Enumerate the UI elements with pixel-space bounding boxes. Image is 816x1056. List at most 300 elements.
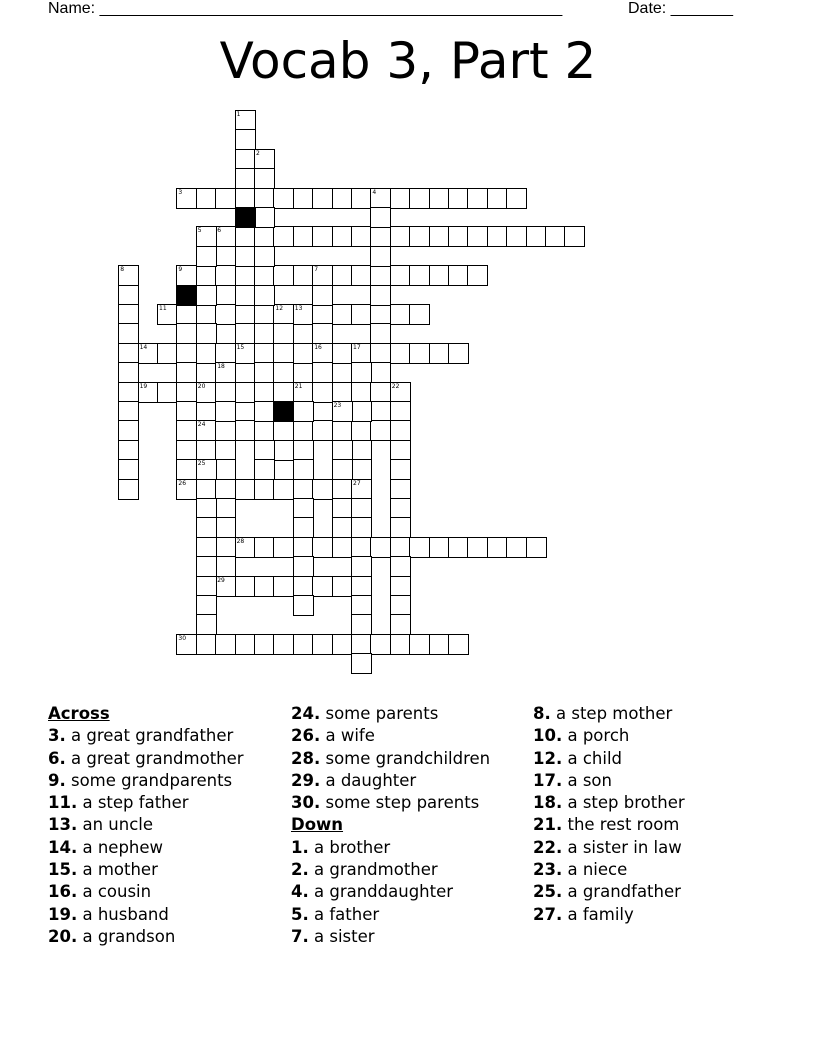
down-clue-list-2 xyxy=(533,703,685,926)
grid-cell[interactable] xyxy=(370,634,391,655)
grid-cell[interactable] xyxy=(176,304,197,325)
grid-cell[interactable] xyxy=(235,382,256,403)
clue-number: 13 xyxy=(294,305,303,312)
grid-cell[interactable] xyxy=(312,634,333,655)
grid-cell[interactable] xyxy=(390,188,411,209)
grid-cell[interactable] xyxy=(390,479,411,500)
grid-cell[interactable] xyxy=(196,246,217,267)
grid-cell[interactable] xyxy=(118,440,139,461)
grid-cell[interactable] xyxy=(370,420,391,441)
grid-cell[interactable] xyxy=(215,420,236,441)
grid-cell[interactable] xyxy=(293,634,314,655)
clue-item-text: a grandmother xyxy=(308,860,438,880)
grid-cell[interactable] xyxy=(370,226,391,247)
clue-item xyxy=(48,904,244,926)
grid-cell[interactable] xyxy=(273,226,294,247)
grid-cell[interactable] xyxy=(370,285,391,306)
grid-cell[interactable] xyxy=(409,634,430,655)
clue-number: 18 xyxy=(217,363,225,371)
grid-cell[interactable] xyxy=(390,576,411,597)
clue-number: 8 xyxy=(120,266,125,274)
grid-cell[interactable] xyxy=(235,479,256,500)
grid-cell[interactable] xyxy=(312,382,333,403)
grid-cell[interactable] xyxy=(312,479,333,500)
grid-cell[interactable] xyxy=(293,498,314,519)
grid-cell[interactable] xyxy=(196,634,217,655)
grid-cell[interactable] xyxy=(370,246,391,267)
grid-cell[interactable] xyxy=(157,382,178,403)
grid-cell[interactable] xyxy=(409,226,430,247)
grid-cell[interactable] xyxy=(196,343,217,364)
clue-item xyxy=(533,859,685,881)
clue-item-text: a porch xyxy=(562,726,630,746)
grid-cell[interactable] xyxy=(312,420,333,441)
clue-item-text: a sister in law xyxy=(562,837,682,857)
grid-cell[interactable] xyxy=(196,323,217,344)
grid-cell[interactable] xyxy=(351,517,372,538)
clue-item xyxy=(533,770,685,792)
clue-item xyxy=(291,725,490,747)
grid-cell[interactable] xyxy=(390,556,411,577)
clue-item-number: 1. xyxy=(291,837,309,857)
grid-cell[interactable] xyxy=(254,285,275,306)
grid-cell[interactable] xyxy=(390,634,411,655)
grid-cell[interactable] xyxy=(273,343,294,364)
grid-cell[interactable] xyxy=(235,149,256,170)
grid-cell[interactable] xyxy=(370,265,391,286)
grid-cell[interactable] xyxy=(487,188,508,209)
grid-cell[interactable] xyxy=(235,576,256,597)
clue-item-text: a son xyxy=(562,770,612,790)
grid-cell[interactable] xyxy=(215,556,236,577)
grid-cell[interactable] xyxy=(215,401,236,422)
clue-item-number: 26. xyxy=(291,726,321,746)
clue-number: 28 xyxy=(236,537,245,545)
grid-cell[interactable] xyxy=(215,498,236,519)
grid-cell[interactable] xyxy=(448,188,469,209)
grid-cell[interactable] xyxy=(196,556,217,577)
grid-cell[interactable] xyxy=(332,576,353,597)
grid-cell[interactable] xyxy=(409,343,430,364)
grid-cell[interactable] xyxy=(467,188,488,209)
grid-cell[interactable] xyxy=(118,285,139,306)
clue-item-number: 6. xyxy=(48,748,66,768)
across-heading: Across xyxy=(48,704,110,723)
grid-cell[interactable] xyxy=(215,304,236,325)
grid-cell[interactable] xyxy=(370,382,391,403)
grid-cell[interactable] xyxy=(351,401,372,422)
grid-cell[interactable] xyxy=(118,420,139,441)
clue-item-number: 11. xyxy=(48,793,78,813)
grid-cell[interactable] xyxy=(467,226,488,247)
clue-number: 25 xyxy=(197,460,206,468)
grid-cell[interactable] xyxy=(467,265,488,286)
grid-cell[interactable] xyxy=(293,595,314,616)
clue-item-text: a grandson xyxy=(77,926,176,946)
grid-cell[interactable] xyxy=(390,420,411,441)
grid-cell[interactable] xyxy=(176,440,197,461)
grid-cell[interactable] xyxy=(351,537,372,558)
clue-item-number: 8. xyxy=(533,704,551,723)
grid-cell[interactable] xyxy=(157,343,178,364)
grid-cell[interactable] xyxy=(293,420,314,441)
grid-cell[interactable] xyxy=(312,285,333,306)
grid-cell[interactable] xyxy=(196,265,217,286)
grid-cell[interactable] xyxy=(448,265,469,286)
grid-cell[interactable] xyxy=(293,226,314,247)
grid-cell[interactable] xyxy=(429,265,450,286)
clue-item-text: some parents xyxy=(320,704,439,723)
grid-cell[interactable] xyxy=(254,440,275,461)
grid-cell[interactable] xyxy=(273,382,294,403)
grid-cell[interactable] xyxy=(390,459,411,480)
grid-cell[interactable] xyxy=(235,246,256,267)
grid-cell[interactable] xyxy=(293,440,314,461)
grid-cell[interactable] xyxy=(273,265,294,286)
grid-cell[interactable] xyxy=(332,498,353,519)
grid-cell[interactable] xyxy=(196,537,217,558)
grid-cell[interactable] xyxy=(215,265,236,286)
grid-cell[interactable] xyxy=(390,517,411,538)
grid-cell[interactable] xyxy=(390,265,411,286)
grid-cell[interactable] xyxy=(273,188,294,209)
grid-cell[interactable] xyxy=(215,537,236,558)
grid-cell[interactable] xyxy=(351,382,372,403)
grid-cell[interactable] xyxy=(176,343,197,364)
clue-item-text: a great grandfather xyxy=(65,726,234,746)
grid-cell[interactable] xyxy=(215,479,236,500)
grid-cell[interactable] xyxy=(370,401,391,422)
clue-number: 10 xyxy=(178,285,187,293)
grid-cell[interactable] xyxy=(351,614,372,635)
grid-cell[interactable] xyxy=(351,634,372,655)
grid-cell[interactable] xyxy=(118,459,139,480)
grid-cell[interactable] xyxy=(332,479,353,500)
grid-cell[interactable] xyxy=(293,188,314,209)
grid-cell[interactable] xyxy=(235,265,256,286)
grid-cell[interactable] xyxy=(293,459,314,480)
grid-cell[interactable] xyxy=(390,304,411,325)
clue-number: 6 xyxy=(217,227,222,235)
grid-cell[interactable] xyxy=(351,226,372,247)
grid-cell[interactable] xyxy=(351,595,372,616)
grid-cell[interactable] xyxy=(332,537,353,558)
grid-cell[interactable] xyxy=(118,343,139,364)
grid-cell[interactable] xyxy=(215,188,236,209)
grid-cell[interactable] xyxy=(254,343,275,364)
grid-cell[interactable] xyxy=(545,226,566,247)
grid-cell[interactable] xyxy=(196,285,217,306)
grid-cell[interactable] xyxy=(254,265,275,286)
grid-cell[interactable] xyxy=(196,304,217,325)
grid-cell[interactable] xyxy=(235,634,256,655)
grid-cell[interactable] xyxy=(293,265,314,286)
grid-cell[interactable] xyxy=(370,304,391,325)
clue-item-text: a father xyxy=(308,904,380,924)
grid-cell[interactable] xyxy=(254,246,275,267)
grid-cell[interactable] xyxy=(118,362,139,383)
grid-cell[interactable] xyxy=(176,362,197,383)
grid-cell[interactable] xyxy=(273,479,294,500)
grid-cell[interactable] xyxy=(312,576,333,597)
grid-cell[interactable] xyxy=(254,188,275,209)
grid-cell[interactable] xyxy=(176,459,197,480)
grid-cell[interactable] xyxy=(312,188,333,209)
grid-cell[interactable] xyxy=(429,188,450,209)
grid-cell[interactable] xyxy=(429,634,450,655)
grid-cell[interactable] xyxy=(390,537,411,558)
black-cell xyxy=(235,207,256,228)
grid-cell[interactable] xyxy=(254,304,275,325)
grid-cell[interactable] xyxy=(235,285,256,306)
grid-cell[interactable] xyxy=(487,226,508,247)
grid-cell[interactable] xyxy=(235,304,256,325)
grid-cell[interactable] xyxy=(370,537,391,558)
clue-number: 22 xyxy=(391,382,400,390)
grid-cell[interactable] xyxy=(235,420,256,441)
clue-item xyxy=(291,926,490,948)
grid-cell[interactable] xyxy=(196,614,217,635)
grid-cell[interactable] xyxy=(332,634,353,655)
clue-item xyxy=(291,859,490,881)
grid-cell[interactable] xyxy=(235,129,256,150)
grid-cell[interactable] xyxy=(332,440,353,461)
clue-number: 15 xyxy=(236,343,245,351)
grid-cell[interactable] xyxy=(254,323,275,344)
grid-cell[interactable] xyxy=(332,459,353,480)
grid-cell[interactable] xyxy=(390,440,411,461)
grid-cell[interactable] xyxy=(273,440,294,461)
grid-cell[interactable] xyxy=(293,517,314,538)
grid-cell[interactable] xyxy=(351,653,372,674)
grid-cell[interactable] xyxy=(312,304,333,325)
grid-cell[interactable] xyxy=(273,323,294,344)
grid-cell[interactable] xyxy=(409,304,430,325)
clues-column-3 xyxy=(533,703,685,926)
grid-cell[interactable] xyxy=(312,362,333,383)
grid-cell[interactable] xyxy=(332,420,353,441)
clue-number: 30 xyxy=(178,634,187,642)
grid-cell[interactable] xyxy=(526,226,547,247)
grid-cell[interactable] xyxy=(390,226,411,247)
grid-cell[interactable] xyxy=(235,168,256,189)
grid-cell[interactable] xyxy=(196,479,217,500)
clue-item-number: 13. xyxy=(48,815,78,835)
clue-item xyxy=(48,859,244,881)
clue-number: 9 xyxy=(178,266,183,274)
clue-number: 29 xyxy=(217,576,225,584)
grid-cell[interactable] xyxy=(293,556,314,577)
grid-cell[interactable] xyxy=(254,420,275,441)
grid-cell[interactable] xyxy=(273,634,294,655)
clue-item-text: a step mother xyxy=(550,704,673,723)
grid-cell[interactable] xyxy=(351,459,372,480)
clue-item xyxy=(291,748,490,770)
clue-number: 1 xyxy=(236,111,241,118)
grid-cell[interactable] xyxy=(273,576,294,597)
grid-cell[interactable] xyxy=(351,498,372,519)
grid-cell[interactable] xyxy=(409,188,430,209)
grid-cell[interactable] xyxy=(351,576,372,597)
clue-item xyxy=(533,881,685,903)
grid-cell[interactable] xyxy=(254,207,275,228)
grid-cell[interactable] xyxy=(196,517,217,538)
grid-cell[interactable] xyxy=(506,188,527,209)
grid-cell[interactable] xyxy=(370,343,391,364)
grid-cell[interactable] xyxy=(506,226,527,247)
clue-item-number: 30. xyxy=(291,793,321,813)
grid-cell[interactable] xyxy=(215,517,236,538)
grid-cell[interactable] xyxy=(332,265,353,286)
grid-cell[interactable] xyxy=(351,188,372,209)
grid-cell[interactable] xyxy=(448,343,469,364)
grid-cell[interactable] xyxy=(235,226,256,247)
clue-number: 23 xyxy=(333,402,342,409)
grid-cell[interactable] xyxy=(370,362,391,383)
grid-cell[interactable] xyxy=(448,634,469,655)
grid-cell[interactable] xyxy=(448,537,469,558)
clue-item-text: a step brother xyxy=(562,793,685,813)
grid-cell[interactable] xyxy=(254,459,275,480)
grid-cell[interactable] xyxy=(196,498,217,519)
grid-cell[interactable] xyxy=(254,382,275,403)
grid-cell[interactable] xyxy=(448,226,469,247)
grid-cell[interactable] xyxy=(409,537,430,558)
clue-item-number: 4. xyxy=(291,882,309,902)
grid-cell[interactable] xyxy=(312,226,333,247)
grid-cell[interactable] xyxy=(215,440,236,461)
grid-cell[interactable] xyxy=(293,479,314,500)
grid-cell[interactable] xyxy=(312,323,333,344)
clue-number: 7 xyxy=(314,266,319,274)
clue-item-number: 28. xyxy=(291,748,321,768)
grid-cell[interactable] xyxy=(176,420,197,441)
clue-item-text: a family xyxy=(562,904,634,924)
clue-item-text: some grandparents xyxy=(65,770,233,790)
grid-cell[interactable] xyxy=(429,343,450,364)
grid-cell[interactable] xyxy=(390,343,411,364)
clue-item xyxy=(291,881,490,903)
grid-cell[interactable] xyxy=(351,556,372,577)
grid-cell[interactable] xyxy=(332,304,353,325)
grid-cell[interactable] xyxy=(215,343,236,364)
grid-cell[interactable] xyxy=(176,401,197,422)
clue-item-number: 25. xyxy=(533,882,563,902)
grid-cell[interactable] xyxy=(176,323,197,344)
clue-number: 21 xyxy=(294,382,303,390)
grid-cell[interactable] xyxy=(351,440,372,461)
grid-cell[interactable] xyxy=(118,304,139,325)
grid-cell[interactable] xyxy=(215,382,236,403)
grid-cell[interactable] xyxy=(196,576,217,597)
across-clue-list-2 xyxy=(291,703,490,814)
clue-item xyxy=(533,792,685,814)
grid-cell[interactable] xyxy=(254,537,275,558)
grid-cell[interactable] xyxy=(254,401,275,422)
grid-cell[interactable] xyxy=(370,323,391,344)
clue-item xyxy=(291,837,490,859)
grid-cell[interactable] xyxy=(351,304,372,325)
clue-item-number: 5. xyxy=(291,904,309,924)
grid-cell[interactable] xyxy=(332,517,353,538)
clue-item-number: 18. xyxy=(533,793,563,813)
clue-item-number: 21. xyxy=(533,815,563,835)
clue-item-number: 9. xyxy=(48,770,66,790)
grid-cell[interactable] xyxy=(409,265,430,286)
grid-cell[interactable] xyxy=(351,420,372,441)
grid-cell[interactable] xyxy=(176,382,197,403)
grid-cell[interactable] xyxy=(351,362,372,383)
clue-item xyxy=(48,814,244,836)
grid-cell[interactable] xyxy=(118,479,139,500)
grid-cell[interactable] xyxy=(332,382,353,403)
clue-item xyxy=(48,748,244,770)
grid-cell[interactable] xyxy=(370,207,391,228)
grid-cell[interactable] xyxy=(215,634,236,655)
clue-item-number: 17. xyxy=(533,770,563,790)
grid-cell[interactable] xyxy=(118,323,139,344)
grid-cell[interactable] xyxy=(118,401,139,422)
grid-cell[interactable] xyxy=(273,362,294,383)
grid-cell[interactable] xyxy=(254,226,275,247)
grid-cell[interactable] xyxy=(467,537,488,558)
grid-cell[interactable] xyxy=(215,459,236,480)
clue-item-text: a daughter xyxy=(320,770,417,790)
clue-item xyxy=(48,792,244,814)
grid-cell[interactable] xyxy=(118,382,139,403)
grid-cell[interactable] xyxy=(293,576,314,597)
grid-cell[interactable] xyxy=(390,614,411,635)
clues-column-1 xyxy=(48,703,244,948)
grid-cell[interactable] xyxy=(390,595,411,616)
grid-cell[interactable] xyxy=(390,498,411,519)
grid-cell[interactable] xyxy=(235,323,256,344)
grid-cell[interactable] xyxy=(254,362,275,383)
grid-cell[interactable] xyxy=(312,537,333,558)
grid-cell[interactable] xyxy=(254,168,275,189)
grid-cell[interactable] xyxy=(254,479,275,500)
grid-cell[interactable] xyxy=(332,188,353,209)
grid-cell[interactable] xyxy=(506,537,527,558)
across-clue-list-1 xyxy=(48,725,244,948)
clue-item-text: a brother xyxy=(308,837,391,857)
clue-item-text: the rest room xyxy=(562,815,680,835)
grid-cell[interactable] xyxy=(332,226,353,247)
name-line[interactable]: Name: ____________________________________________________ xyxy=(48,0,563,17)
clue-item xyxy=(533,814,685,836)
grid-cell[interactable] xyxy=(273,537,294,558)
grid-cell[interactable] xyxy=(487,537,508,558)
grid-cell[interactable] xyxy=(390,401,411,422)
grid-cell[interactable] xyxy=(293,401,314,422)
grid-cell[interactable] xyxy=(351,265,372,286)
grid-cell[interactable] xyxy=(564,226,585,247)
grid-cell[interactable] xyxy=(526,537,547,558)
grid-cell[interactable] xyxy=(254,634,275,655)
grid-cell[interactable] xyxy=(429,537,450,558)
grid-cell[interactable] xyxy=(235,188,256,209)
grid-cell[interactable] xyxy=(196,188,217,209)
grid-cell[interactable] xyxy=(293,537,314,558)
grid-cell[interactable] xyxy=(429,226,450,247)
clue-number: 20 xyxy=(197,382,206,390)
grid-cell[interactable] xyxy=(254,576,275,597)
grid-cell[interactable] xyxy=(293,343,314,364)
grid-cell[interactable] xyxy=(332,343,353,364)
grid-cell[interactable] xyxy=(196,595,217,616)
grid-cell[interactable] xyxy=(273,420,294,441)
date-line[interactable]: Date: _______ xyxy=(628,0,733,17)
